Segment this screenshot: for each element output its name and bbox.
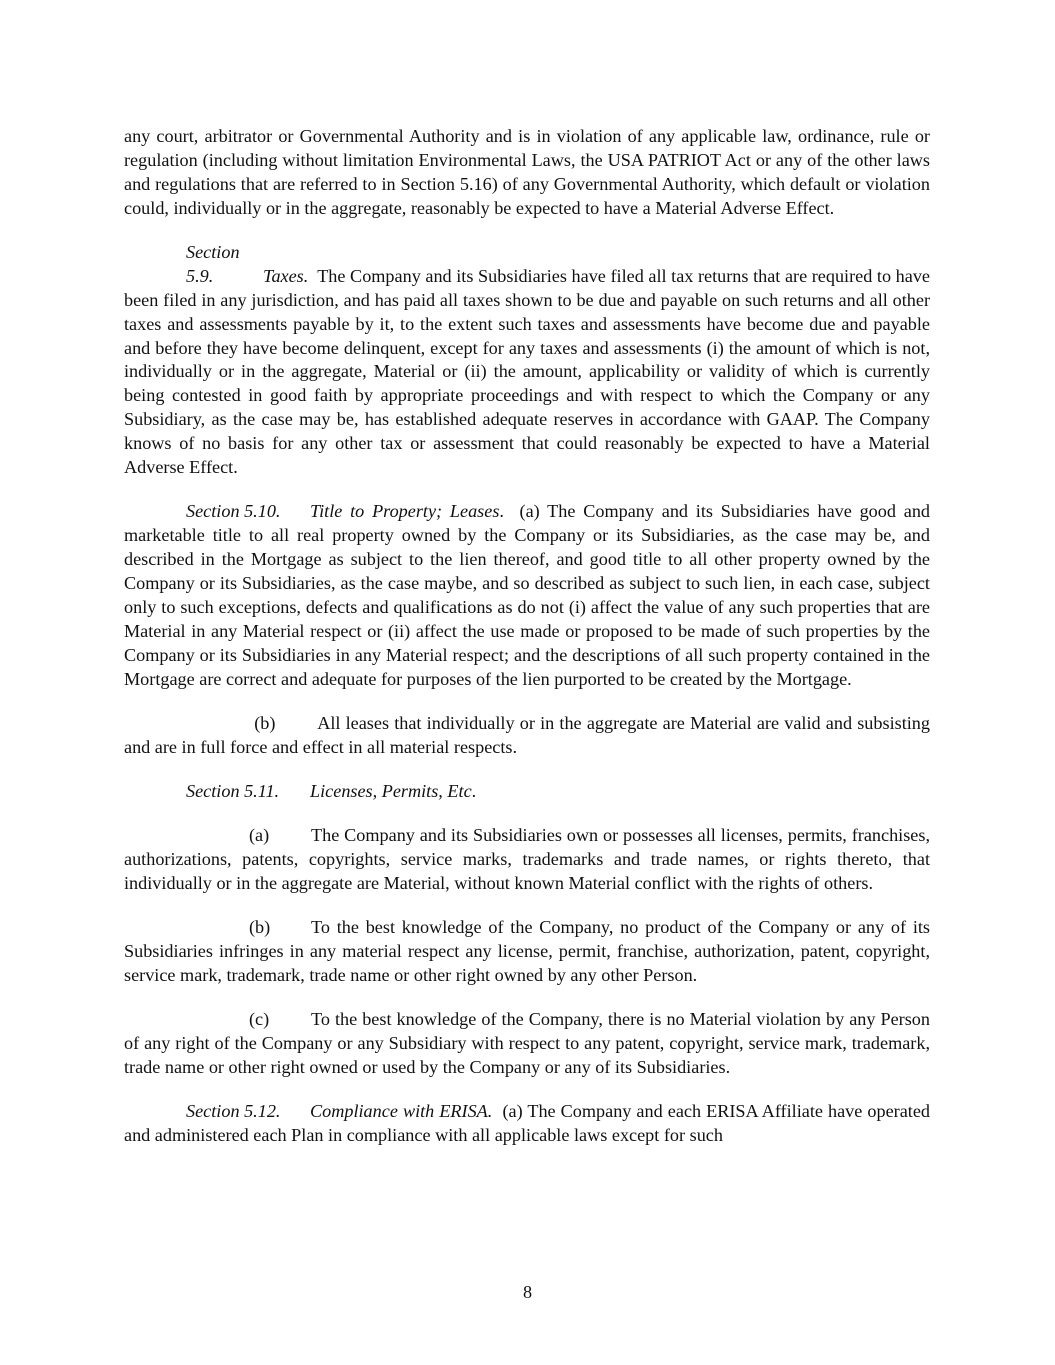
subsection-label: (b)	[249, 917, 271, 938]
section-title: Title to Property; Leases	[310, 501, 500, 522]
section-text: (a) The Company and its Subsidiaries have good and marketable title to all real property owned by the Company or its Subsidiaries, as the case may be, and described in the Mortgage as subject to the lien thereof, and good title to all other property owned by the Company or its Subsidiaries, as the case maybe, and so described as subject to such lien, in each case, subject only to such exceptions, defects and qualifications as do not (i) affect the value of any such properties that are Material in any Material respect or (ii) affect the use made or proposed to be made of such properties by the Company or its Subsidiaries in any Material respect; and the descriptions of all such property contained in the Mortgage are correct and adequate for purposes of the lien purported to be created by the Mortgage.	[124, 501, 931, 689]
subsection-text: All leases that individually or in the aggregate are Material are valid and subsisting and are in full force and effect in all material respects.	[124, 712, 930, 757]
paragraph-intro: any court, arbitrator or Governmental Authority and is in violation of any applicable law, ordinance, rule or regulation (including without limitation Environmental Laws, the USA PATRIOT Act or any of the other laws and regulations that are referred to in Section 5.16) of any Governmental Authority, which default or violation could, individually or in the aggregate, reasonably be expected to have a Material Adverse Effect.	[124, 126, 930, 218]
section-number: Section 5.9.	[186, 241, 240, 286]
subsection-label: (b)	[254, 712, 276, 733]
section-5-10	[124, 500, 930, 691]
page-number: 8	[522, 1282, 533, 1302]
section-5-11	[124, 780, 930, 804]
section-title-punct: .	[499, 501, 504, 522]
subsection-label: (c)	[249, 1009, 270, 1030]
section-title: Taxes.	[263, 265, 309, 286]
section-text: The Company and its Subsidiaries have filed all tax returns that are required to have been filed in any jurisdiction, and has paid all taxes shown to be due and payable on such returns and all other taxes and assessments payable by it, to the extent such taxes and assessments have become due and payable and before they have become delinquent, except for any taxes and assessments (i) the amount of which is not, individually or in the aggregate, Material or (ii) the amount, applicability or validity of which is currently being contested in good faith by appropriate proceedings and with respect to which the Company or any Subsidiary, as the case may be, has established adequate reserves in accordance with GAAP. The Company knows of no basis for any other tax or assessment that could reasonably be expected to have a Material Adverse Effect.	[124, 265, 931, 478]
section-number: Section 5.10.	[186, 501, 281, 522]
section-number: Section 5.11.	[186, 780, 280, 801]
section-title-punct: .	[471, 780, 477, 801]
subsection-text: To the best knowledge of the Company, no product of the Company or any of its Subsidiaries infringes in any material respect any license, permit, franchise, authorization, patent, copyright, service mark, trademark, trade name or other right owned by any other Person.	[124, 917, 930, 985]
document-page	[124, 125, 930, 1148]
section-5-9	[124, 241, 930, 480]
section-5-11-b	[124, 916, 930, 988]
section-5-12	[124, 1100, 930, 1148]
section-number: Section 5.12.	[186, 1101, 281, 1122]
section-5-10-b	[124, 712, 930, 760]
section-title: Licenses, Permits, Etc	[310, 780, 472, 801]
subsection-text: To the best knowledge of the Company, there is no Material violation by any Person of any right of the Company or any Subsidiary with respect to any patent, copyright, service mark, trademark, trade name or other right owned or used by the Company or any of its Subsidiaries.	[124, 1009, 930, 1077]
section-5-11-a	[124, 824, 930, 896]
section-5-11-c	[124, 1008, 930, 1080]
subsection-label: (a)	[249, 825, 270, 846]
section-text: (a) The Company and each ERISA Affiliate have operated and administered each Plan in compliance with all applicable laws except for such	[124, 1101, 930, 1146]
section-title: Compliance with ERISA.	[310, 1101, 493, 1122]
subsection-text: The Company and its Subsidiaries own or possesses all licenses, permits, franchises, authorizations, patents, copyrights, service marks, trademarks and trade names, or rights thereto, that individually or in the aggregate are Material, without known Material conflict with the rights of others.	[124, 825, 930, 893]
